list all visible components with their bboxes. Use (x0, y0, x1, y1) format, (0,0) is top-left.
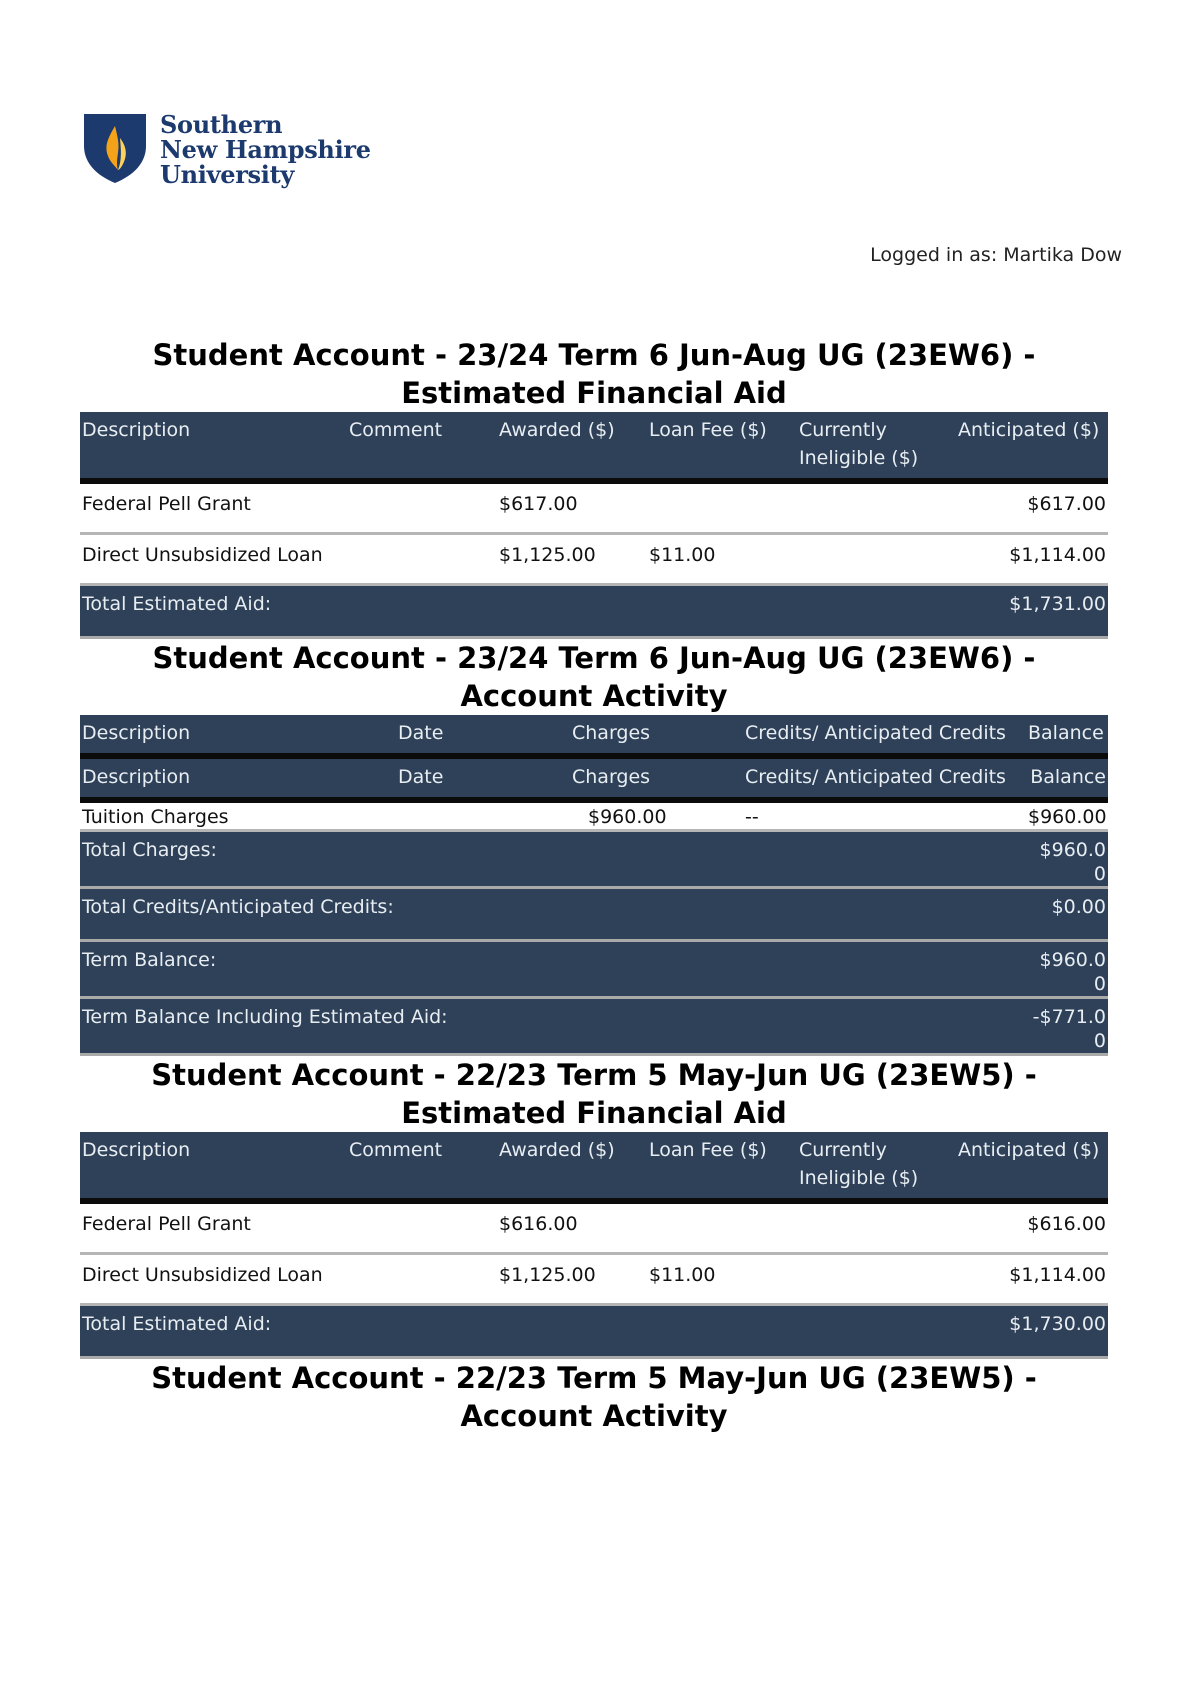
table-row (80, 1254, 1108, 1305)
cell-ineligible (797, 1254, 956, 1305)
table-header-row (80, 715, 1108, 756)
cell-date (396, 800, 570, 831)
logo-line-2: New Hampshire (160, 135, 371, 164)
col-header-description: Description (80, 1132, 347, 1201)
cell-loan-fee (647, 481, 797, 534)
table-header-row (80, 412, 1108, 481)
cell-awarded: $1,125.00 (497, 534, 647, 585)
cell-comment (347, 1254, 497, 1305)
total-charges-label: Total Charges: (80, 831, 1026, 888)
col-header-loan-fee: Loan Fee ($) (647, 1132, 797, 1201)
total-estimated-aid-label: Total Estimated Aid: (80, 585, 956, 638)
col-header-awarded: Awarded ($) (497, 1132, 647, 1201)
cell-description: Direct Unsubsidized Loan (80, 534, 347, 585)
total-estimated-aid-label: Total Estimated Aid: (80, 1305, 956, 1358)
col-header-ineligible: Currently Ineligible ($) (797, 1132, 956, 1201)
account-content (80, 336, 1108, 1435)
section-title-aid-23ew6: Student Account - 23/24 Term 6 Jun-Aug UG (23EW6) - Estimated Financial Aid (152, 338, 1036, 410)
cell-loan-fee (647, 1201, 797, 1254)
cell-loan-fee: $11.00 (647, 534, 797, 585)
cell-anticipated: $616.00 (956, 1201, 1108, 1254)
col-header-loan-fee: Loan Fee ($) (647, 412, 797, 481)
total-row (80, 831, 1108, 888)
cell-comment (347, 1201, 497, 1254)
col-header-anticipated: Anticipated ($) (956, 1132, 1108, 1201)
cell-ineligible (797, 534, 956, 585)
cell-comment (347, 481, 497, 534)
cell-balance: $960.00 (1026, 800, 1108, 831)
table-row (80, 481, 1108, 534)
col-header-balance: Balance (1026, 756, 1108, 800)
table-header-row (80, 1132, 1108, 1201)
cell-loan-fee: $11.00 (647, 1254, 797, 1305)
logged-in-user: Logged in as: Martika Dow (870, 244, 1122, 266)
col-header-charges: Charges (570, 756, 743, 800)
total-row (80, 998, 1108, 1055)
logo-line-1: Southern (160, 110, 283, 139)
table-header-row-repeat (80, 756, 1108, 800)
cell-description: Direct Unsubsidized Loan (80, 1254, 347, 1305)
section-title-activity-23ew6: Student Account - 23/24 Term 6 Jun-Aug UG (23EW6) - Account Activity (152, 641, 1036, 713)
col-header-awarded: Awarded ($) (497, 412, 647, 481)
section-title-aid-23ew5: Student Account - 22/23 Term 5 May-Jun UG (23EW5) - Estimated Financial Aid (151, 1058, 1037, 1130)
university-logo (82, 110, 371, 192)
total-credits-value: $0.00 (1026, 888, 1108, 941)
col-header-anticipated: Anticipated ($) (956, 412, 1108, 481)
cell-ineligible (797, 481, 956, 534)
cell-awarded: $1,125.00 (497, 1254, 647, 1305)
cell-charges: $960.00 (570, 800, 743, 831)
total-estimated-aid-value: $1,730.00 (956, 1305, 1108, 1358)
cell-description: Tuition Charges (80, 800, 396, 831)
cell-credits: -- (743, 800, 1026, 831)
cell-anticipated: $1,114.00 (956, 534, 1108, 585)
total-estimated-aid-value: $1,731.00 (956, 585, 1108, 638)
col-header-comment: Comment (347, 412, 497, 481)
total-credits-label: Total Credits/Anticipated Credits: (80, 888, 1026, 941)
logo-line-3: University (160, 160, 295, 189)
col-header-date: Date (396, 756, 570, 800)
total-row (80, 1305, 1108, 1358)
table-row (80, 800, 1108, 831)
total-row (80, 585, 1108, 638)
cell-description: Federal Pell Grant (80, 481, 347, 534)
col-header-credits: Credits/ Anticipated Credits (743, 715, 1026, 756)
col-header-balance: Balance (1026, 715, 1108, 756)
col-header-charges: Charges (570, 715, 743, 756)
account-activity-table-23ew6 (80, 715, 1108, 1056)
total-row (80, 888, 1108, 941)
cell-description: Federal Pell Grant (80, 1201, 347, 1254)
col-header-description: Description (80, 756, 396, 800)
table-row (80, 534, 1108, 585)
col-header-comment: Comment (347, 1132, 497, 1201)
cell-anticipated: $617.00 (956, 481, 1108, 534)
term-balance-value: $960.00 (1026, 941, 1108, 998)
estimated-aid-table-23ew6 (80, 412, 1108, 639)
cell-anticipated: $1,114.00 (956, 1254, 1108, 1305)
total-row (80, 941, 1108, 998)
term-balance-with-aid-value: -$771.00 (1026, 998, 1108, 1055)
cell-awarded: $616.00 (497, 1201, 647, 1254)
col-header-ineligible: Currently Ineligible ($) (797, 412, 956, 481)
cell-ineligible (797, 1201, 956, 1254)
shield-flame-icon (82, 112, 148, 184)
total-charges-value: $960.00 (1026, 831, 1108, 888)
col-header-description: Description (80, 412, 347, 481)
term-balance-with-aid-label: Term Balance Including Estimated Aid: (80, 998, 1026, 1055)
cell-awarded: $617.00 (497, 481, 647, 534)
col-header-date: Date (396, 715, 570, 756)
table-row (80, 1201, 1108, 1254)
section-title-activity-23ew5: Student Account - 22/23 Term 5 May-Jun UG (23EW5) - Account Activity (151, 1361, 1037, 1433)
estimated-aid-table-23ew5 (80, 1132, 1108, 1359)
col-header-credits: Credits/ Anticipated Credits (743, 756, 1026, 800)
cell-comment (347, 534, 497, 585)
term-balance-label: Term Balance: (80, 941, 1026, 998)
col-header-description: Description (80, 715, 396, 756)
